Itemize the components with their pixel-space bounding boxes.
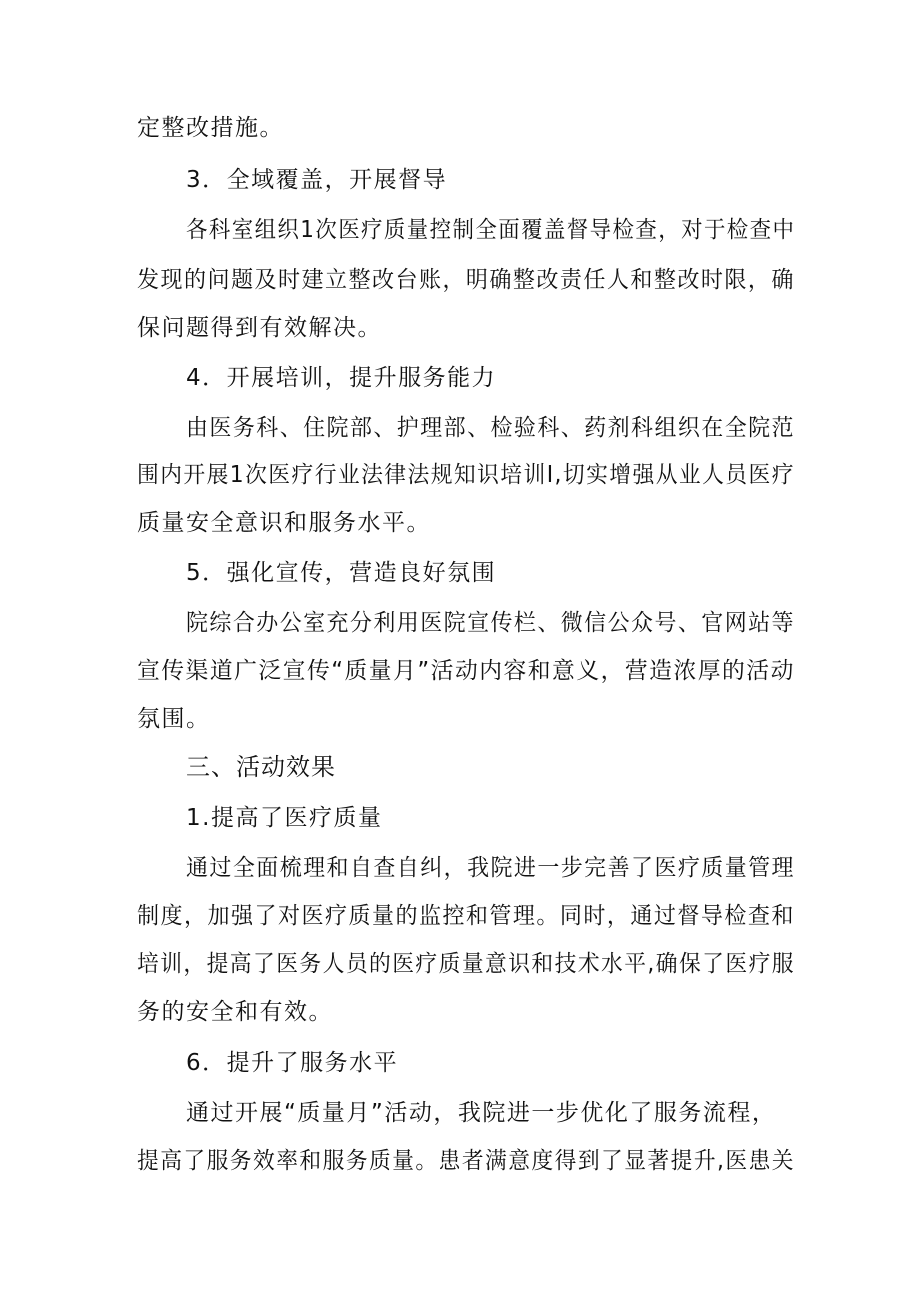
paragraph-line: 通过开展“质量月”活动，我院进一步优化了服务流程， [186, 1100, 777, 1126]
paragraph-line: 各科室组织1次医疗质量控制全面覆盖督导检查，对于检查中 [186, 217, 796, 243]
paragraph-line: 院综合办公室充分利用医院宣传栏、微信公众号、官网站等 [186, 610, 795, 636]
paragraph-line: 质量安全意识和服务水平。 [137, 510, 431, 536]
paragraph-line: 发现的问题及时建立整改台账，明确整改责任人和整改时限，确 [137, 267, 795, 293]
paragraph-line: 提高了服务效率和服务质量。患者满意度得到了显著提升,医患关 [137, 1148, 795, 1174]
paragraph-line: 定整改措施。 [137, 115, 284, 141]
paragraph-line: 由医务科、住院部、护理部、检验科、药剂科组织在全院范 [186, 415, 795, 441]
paragraph-line: 培训，提高了医务人员的医疗质量意识和技术水平,确保了医疗服 [137, 951, 795, 977]
subheading-line: 6．提升了服务水平 [186, 1050, 399, 1076]
paragraph-line: 保问题得到有效解决。 [137, 315, 382, 341]
subheading-line: 3．全域覆盖，开展督导 [186, 167, 448, 193]
paragraph-line: 通过全面梳理和自查自纠，我院进一步完善了医疗质量管理 [186, 855, 795, 881]
subheading-line: 4．开展培训，提升服务能力 [186, 365, 497, 391]
paragraph-line: 宣传渠道广泛宣传“质量月”活动内容和意义，营造浓厚的活动 [137, 658, 795, 684]
paragraph-line: 围内开展1次医疗行业法律法规知识培训I,切实增强从业人员医疗 [137, 462, 795, 488]
subheading-line: 5．强化宣传，营造良好氛围 [186, 560, 497, 586]
paragraph-line: 务的安全和有效。 [137, 999, 333, 1025]
subheading-line: 1.提高了医疗质量 [186, 805, 383, 831]
section-heading: 三、活动效果 [186, 753, 336, 781]
paragraph-line: 制度，加强了对医疗质量的监控和管理。同时，通过督导检查和 [137, 903, 795, 929]
paragraph-line: 氛围。 [137, 706, 211, 732]
